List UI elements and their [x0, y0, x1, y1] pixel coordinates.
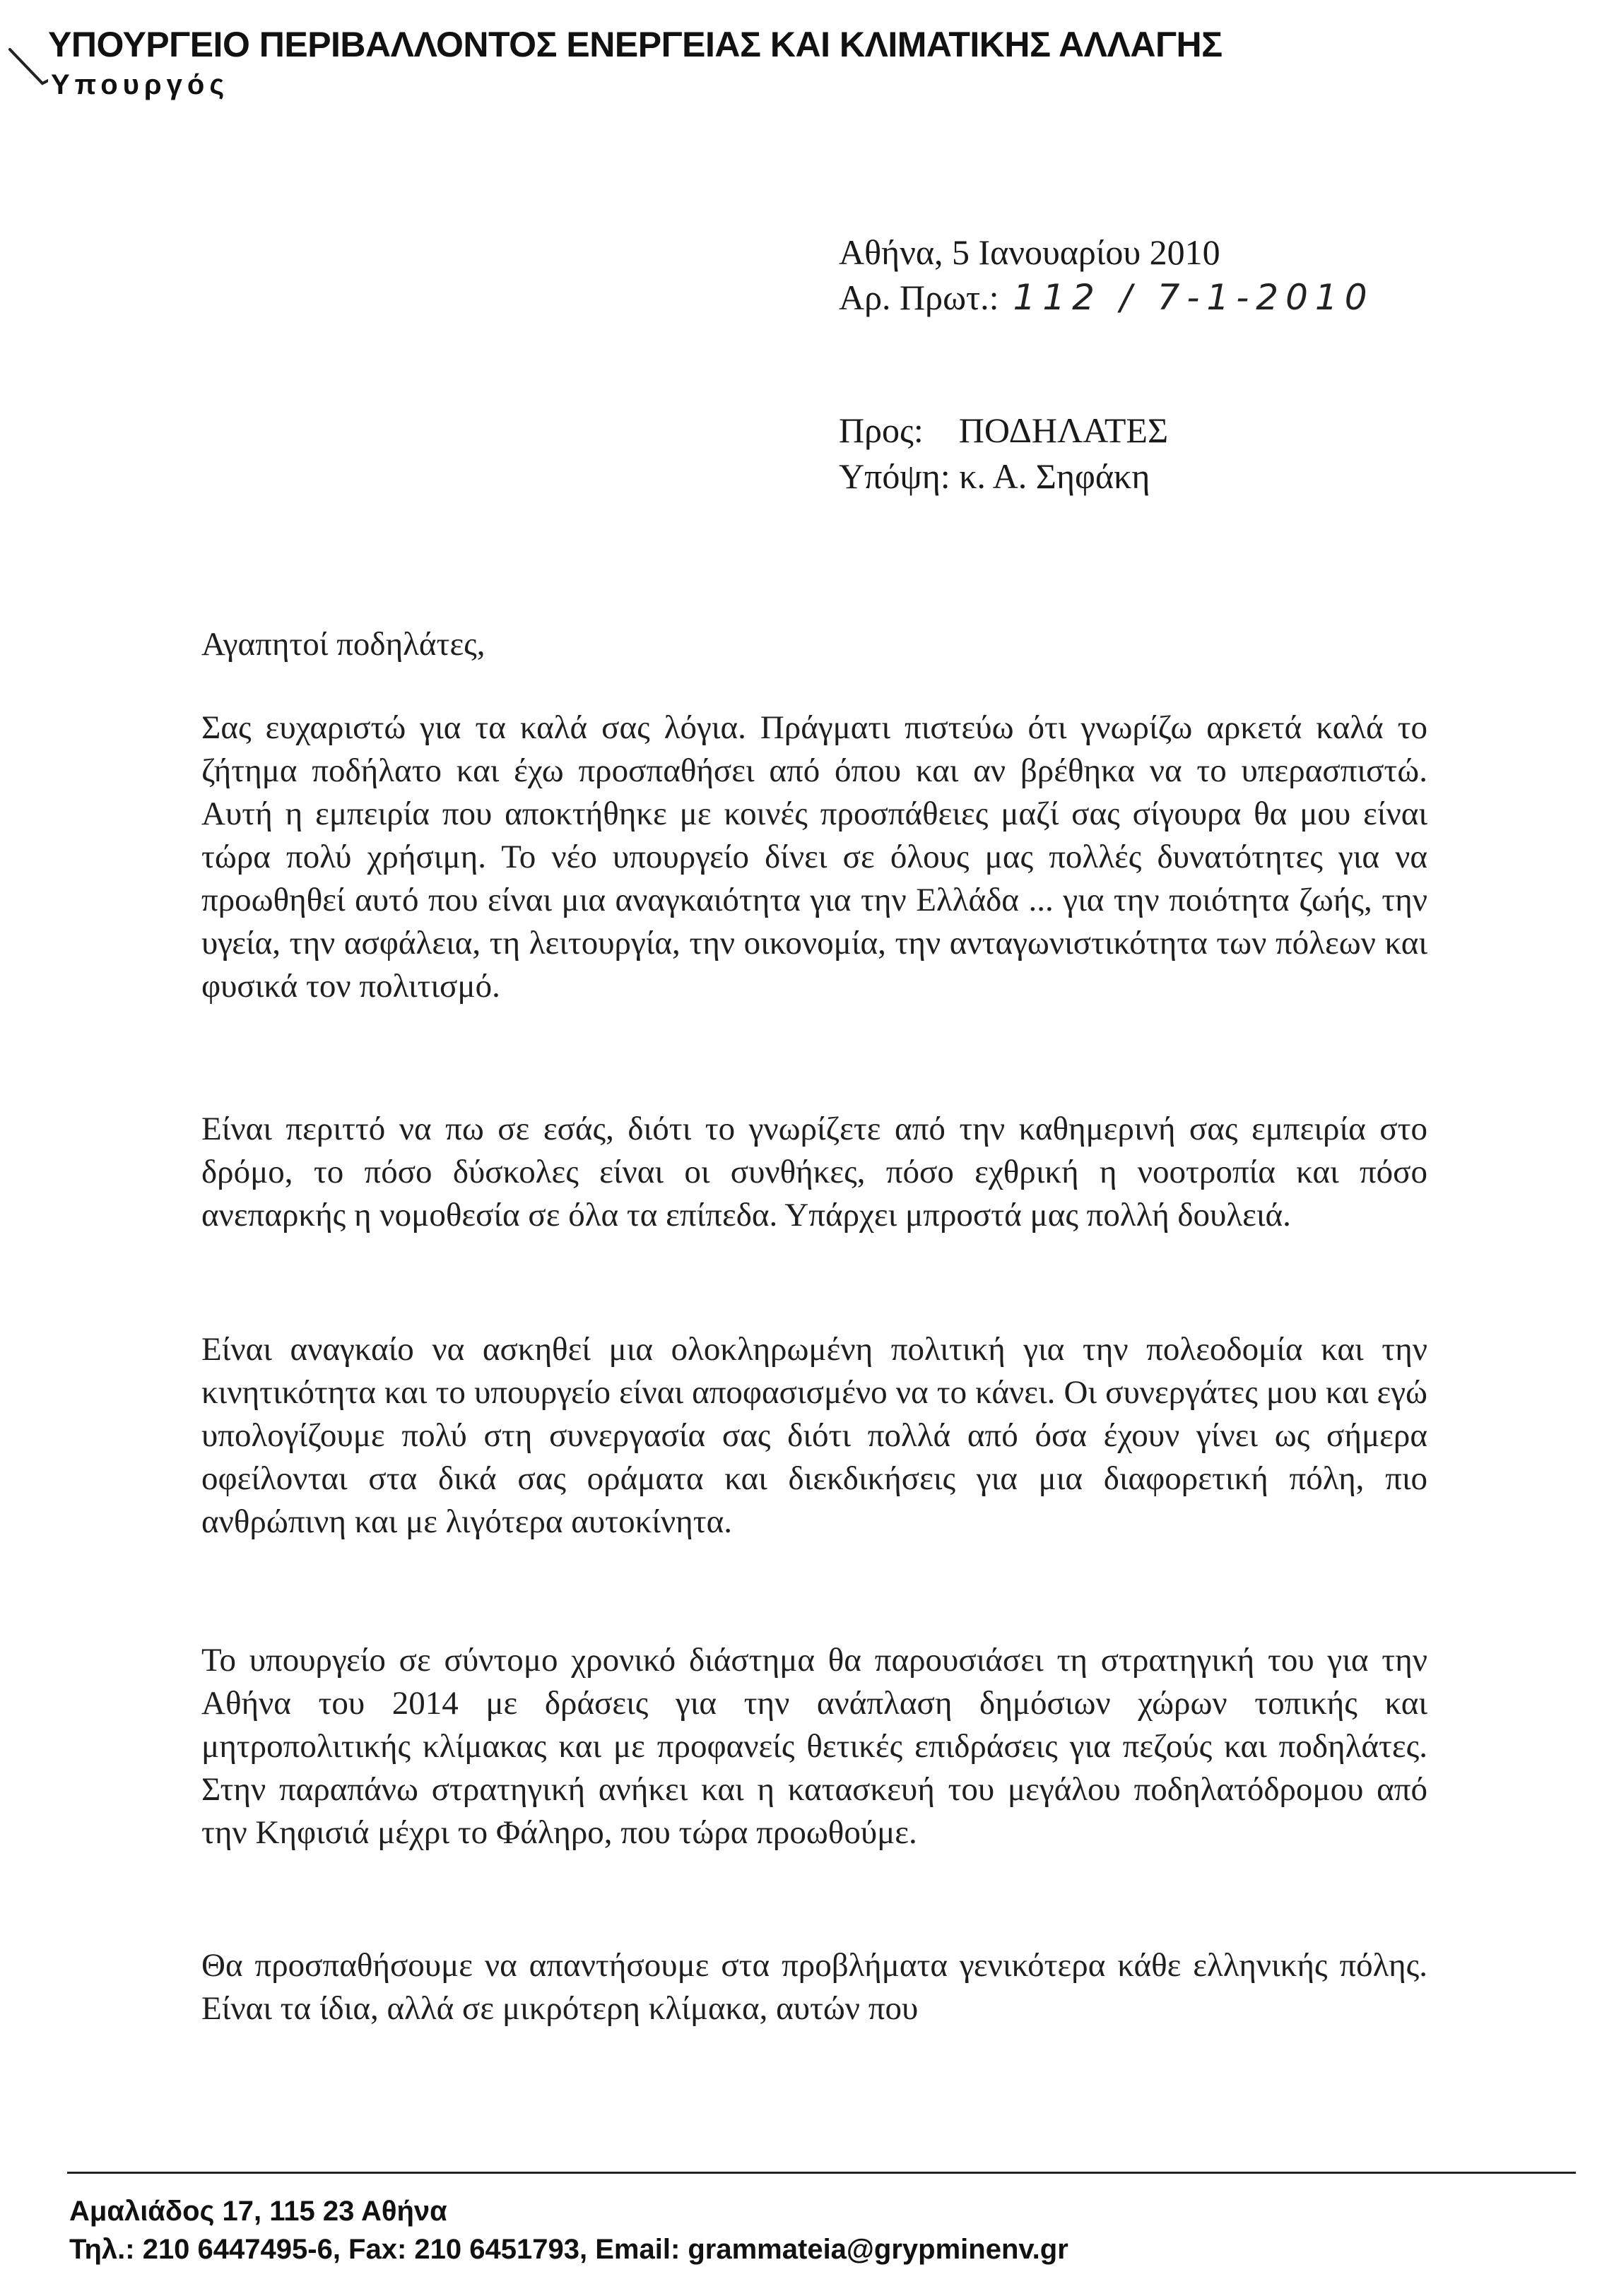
paragraph: Είναι αναγκαίο να ασκηθεί μια ολοκληρωμένη πολιτική για την πολεοδομία και την κινητικότητα και το υπουργείο είναι αποφασισμένο να το κάνει. Οι συνεργάτες μου και εγώ υπολογίζουμε πολύ στη συνεργασία σας διότι πολλά από όσα έχουν γίνει ως σήμερα οφείλονται στα δικά σας οράματα και διεκδικήσεις για μια διαφορετική πόλη, πιο ανθρώπινη και με λιγότερα αυτοκίνητα. [201, 1331, 1427, 1540]
attention-value: κ. Α. Σηφάκη [959, 456, 1150, 496]
ministry-role: Υπουργός [51, 69, 230, 100]
letter-date: Αθήνα, 5 Ιανουαρίου 2010 [839, 232, 1220, 272]
attention-label: Υπόψη: [839, 456, 950, 496]
attention-line [839, 456, 1150, 497]
salutation: Αγαπητοί ποδηλάτες, [201, 626, 485, 663]
recipient-label: Προς: [839, 410, 924, 450]
footer-address: Αμαλιάδος 17, 115 23 Αθήνα [69, 2196, 447, 2227]
paragraph: Θα προσπαθήσουμε να απαντήσουμε στα προβλήματα γενικότερα κάθε ελληνικής πόλης. Είναι τα ίδια, αλλά σε μικρότερη κλίμακα, αυτών που [201, 1947, 1427, 2027]
paragraph: Σας ευχαριστώ για τα καλά σας λόγια. Πράγματι πιστεύω ότι γνωρίζω αρκετά καλά το ζήτημα ποδήλατο και έχω προσπαθήσει από όπου και αν βρέθηκα να το υπερασπιστώ. Αυτή η εμπειρία που αποκτήθηκε με κοινές προσπάθειες μαζί σας σίγουρα θα μου είναι τώρα πολύ χρήσιμη. Το νέο υπουργείο δίνει σε όλους μας πολλές δυνατότητες για να προωθηθεί αυτό που είναι μια αναγκαιότητα για την Ελλάδα ... για την ποιότητα ζωής, την υγεία, την ασφάλεια, τη λειτουργία, την οικονομία, την ανταγωνιστικότητα των πόλεων και φυσικά τον πολιτισμό. [201, 709, 1427, 1005]
protocol-label: Αρ. Πρωτ.: [839, 278, 999, 317]
protocol-number-handwritten: 112 / 7-1-2010 [1013, 277, 1374, 318]
footer-contact: Τηλ.: 210 6447495-6, Fax: 210 6451793, Email: grammateia@grypminenv.gr [69, 2234, 1068, 2265]
letterhead-corner-mark [6, 44, 48, 93]
recipient-line [839, 410, 1168, 451]
recipient-value: ΠΟΔΗΛΑΤΕΣ [958, 410, 1169, 450]
ministry-name: ΥΠΟΥΡΓΕΙΟ ΠΕΡΙΒΑΛΛΟΝΤΟΣ ΕΝΕΡΓΕΙΑΣ ΚΑΙ ΚΛΙΜΑΤΙΚΗΣ ΑΛΛΑΓΗΣ [48, 25, 1223, 64]
footer-divider [67, 2172, 1576, 2174]
paragraph: Το υπουργείο σε σύντομο χρονικό διάστημα θα παρουσιάσει τη στρατηγική του για την Αθήνα του 2014 με δράσεις για την ανάπλαση δημόσιων χώρων τοπικής και μητροπολιτικής κλίμακας και με προφανείς θετικές επιδράσεις για πεζούς και ποδηλάτες. Στην παραπάνω στρατηγική ανήκει και η κατασκευή του μεγάλου ποδηλατόδρομου από την Κηφισιά μέχρι το Φάληρο, που τώρα προωθούμε. [201, 1642, 1427, 1851]
protocol-line [839, 277, 1374, 318]
paragraph: Είναι περιττό να πω σε εσάς, διότι το γνωρίζετε από την καθημερινή σας εμπειρία στο δρόμο, το πόσο δύσκολες είναι οι συνθήκες, πόσο εχθρική η νοοτροπία και πόσο ανεπαρκής η νομοθεσία σε όλα τα επίπεδα. Υπάρχει μπροστά μας πολλή δουλειά. [201, 1111, 1427, 1233]
